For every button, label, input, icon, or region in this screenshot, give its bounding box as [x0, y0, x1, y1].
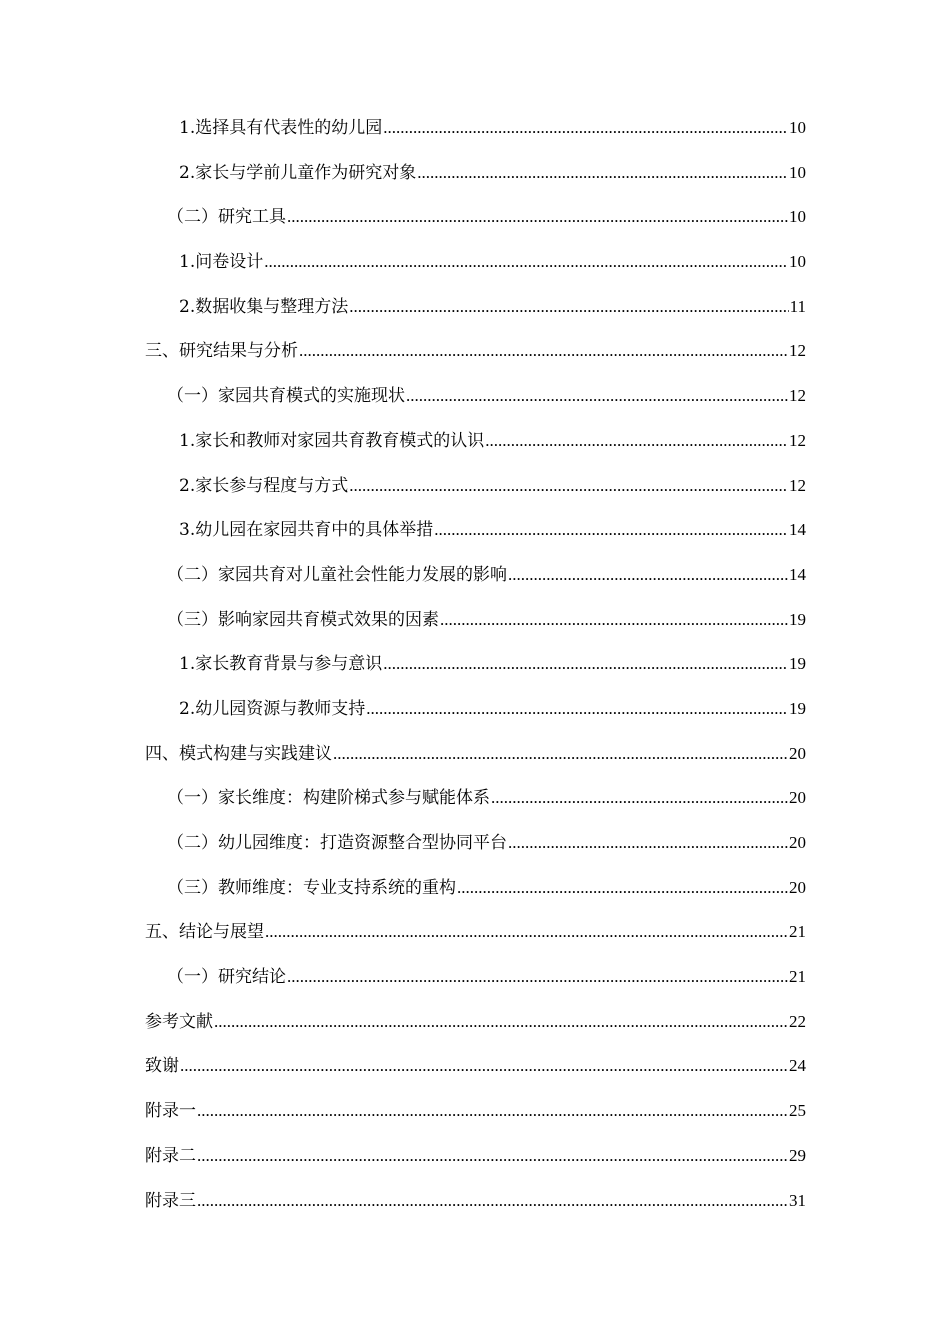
toc-dot-leader — [383, 642, 788, 687]
toc-dot-leader — [366, 687, 788, 732]
toc-entry-title: 1.问卷设计 — [179, 252, 264, 273]
toc-entry[interactable] — [145, 106, 806, 151]
toc-entry-title: 四、模式构建与实践建议 — [145, 743, 332, 764]
toc-entry-title: 2.家长与学前儿童作为研究对象 — [179, 162, 417, 183]
toc-entry-title: 2.幼儿园资源与教师支持 — [179, 698, 366, 719]
toc-entry-title: 2.家长参与程度与方式 — [179, 475, 349, 496]
toc-entry[interactable] — [145, 1089, 806, 1134]
toc-dot-leader — [457, 866, 788, 911]
toc-entry[interactable] — [145, 553, 806, 598]
toc-page-number: 19 — [789, 609, 806, 629]
toc-dot-leader — [383, 106, 788, 151]
toc-entry-title: 致谢 — [145, 1056, 179, 1077]
toc-entry-title: （二）研究工具 — [167, 207, 286, 228]
toc-page-number: 20 — [789, 788, 806, 808]
toc-dot-leader — [434, 508, 788, 553]
toc-entry[interactable] — [145, 329, 806, 374]
toc-page-number: 25 — [789, 1101, 806, 1121]
toc-dot-leader — [333, 732, 788, 777]
toc-page-number: 31 — [789, 1190, 806, 1210]
toc-dot-leader — [508, 553, 788, 598]
toc-entry[interactable] — [145, 821, 806, 866]
toc-page-number: 11 — [789, 296, 806, 316]
toc-entry-title: 参考文献 — [145, 1011, 213, 1032]
toc-dot-leader — [197, 1179, 788, 1224]
toc-entry[interactable] — [145, 1000, 806, 1045]
toc-dot-leader — [197, 1134, 788, 1179]
toc-page-number: 12 — [789, 430, 806, 450]
toc-entry-title: 五、结论与展望 — [145, 922, 264, 943]
toc-page-number: 19 — [789, 654, 806, 674]
toc-entry-title: 附录二 — [145, 1145, 196, 1166]
toc-dot-leader — [508, 821, 788, 866]
toc-dot-leader — [440, 598, 788, 643]
toc-entry-title: （一）研究结论 — [167, 967, 286, 988]
toc-entry-title: 附录三 — [145, 1190, 196, 1211]
toc-entry-title: 附录一 — [145, 1101, 196, 1122]
toc-dot-leader — [287, 195, 788, 240]
toc-entry-title: 三、研究结果与分析 — [145, 341, 298, 362]
toc-page-number: 10 — [789, 118, 806, 137]
toc-entry-title: （二）家园共育对儿童社会性能力发展的影响 — [167, 564, 507, 585]
toc-entry[interactable] — [145, 598, 806, 643]
toc-entry-title: 2.数据收集与整理方法 — [179, 296, 349, 317]
table-of-contents — [145, 106, 806, 1223]
toc-entry-title: 1.选择具有代表性的幼儿园 — [179, 118, 383, 138]
toc-dot-leader — [485, 419, 788, 464]
toc-page-number: 24 — [789, 1056, 806, 1076]
toc-entry-title: （一）家长维度：构建阶梯式参与赋能体系 — [167, 788, 490, 809]
toc-dot-leader — [406, 374, 788, 419]
toc-page-number: 10 — [789, 252, 806, 272]
toc-entry[interactable] — [145, 687, 806, 732]
toc-dot-leader — [349, 285, 788, 330]
toc-dot-leader — [349, 464, 788, 509]
toc-page-number: 19 — [789, 698, 806, 718]
toc-page-number: 20 — [789, 833, 806, 852]
toc-entry[interactable] — [145, 955, 806, 1000]
toc-entry[interactable] — [145, 464, 806, 509]
toc-dot-leader — [180, 1044, 788, 1089]
toc-page-number: 12 — [789, 341, 806, 361]
toc-page-number: 10 — [789, 207, 806, 227]
toc-entry[interactable] — [145, 866, 806, 911]
toc-dot-leader — [197, 1089, 788, 1134]
toc-page-number: 21 — [789, 922, 806, 942]
toc-entry-title: 1.家长教育背景与参与意识 — [179, 654, 383, 675]
toc-entry[interactable] — [145, 374, 806, 419]
toc-dot-leader — [417, 151, 788, 196]
toc-dot-leader — [287, 955, 788, 1000]
toc-dot-leader — [265, 910, 788, 955]
toc-page-number: 10 — [789, 162, 806, 182]
toc-page-number: 29 — [789, 1145, 806, 1165]
toc-entry[interactable] — [145, 240, 806, 285]
toc-entry-title: （三）影响家园共育模式效果的因素 — [167, 609, 439, 630]
toc-entry[interactable] — [145, 419, 806, 464]
toc-entry-title: 1.家长和教师对家园共育教育模式的认识 — [179, 430, 485, 451]
toc-entry[interactable] — [145, 1044, 806, 1089]
toc-entry[interactable] — [145, 910, 806, 955]
toc-entry[interactable] — [145, 642, 806, 687]
toc-dot-leader — [214, 1000, 788, 1045]
toc-entry[interactable] — [145, 776, 806, 821]
toc-page-number: 22 — [789, 1011, 806, 1031]
toc-entry[interactable] — [145, 151, 806, 196]
toc-dot-leader — [491, 776, 788, 821]
toc-entry-title: （三）教师维度：专业支持系统的重构 — [167, 877, 456, 898]
toc-entry[interactable] — [145, 508, 806, 553]
toc-entry-title: 3.幼儿园在家园共育中的具体举措 — [179, 520, 434, 541]
toc-page-number: 12 — [789, 475, 806, 495]
toc-entry-title: （一）家园共育模式的实施现状 — [167, 386, 405, 407]
toc-page-number: 20 — [789, 877, 806, 897]
toc-page-number: 20 — [789, 743, 806, 763]
toc-page-number: 14 — [789, 564, 806, 584]
toc-dot-leader — [299, 329, 788, 374]
toc-entry[interactable] — [145, 1179, 806, 1224]
toc-entry[interactable] — [145, 1134, 806, 1179]
toc-page-number: 12 — [789, 386, 806, 406]
toc-entry[interactable] — [145, 732, 806, 777]
toc-page-number: 14 — [789, 520, 806, 540]
toc-dot-leader — [264, 240, 788, 285]
toc-page-number: 21 — [789, 967, 806, 987]
toc-entry[interactable] — [145, 195, 806, 240]
toc-entry-title: （二）幼儿园维度：打造资源整合型协同平台 — [167, 833, 507, 853]
toc-entry[interactable] — [145, 285, 806, 330]
